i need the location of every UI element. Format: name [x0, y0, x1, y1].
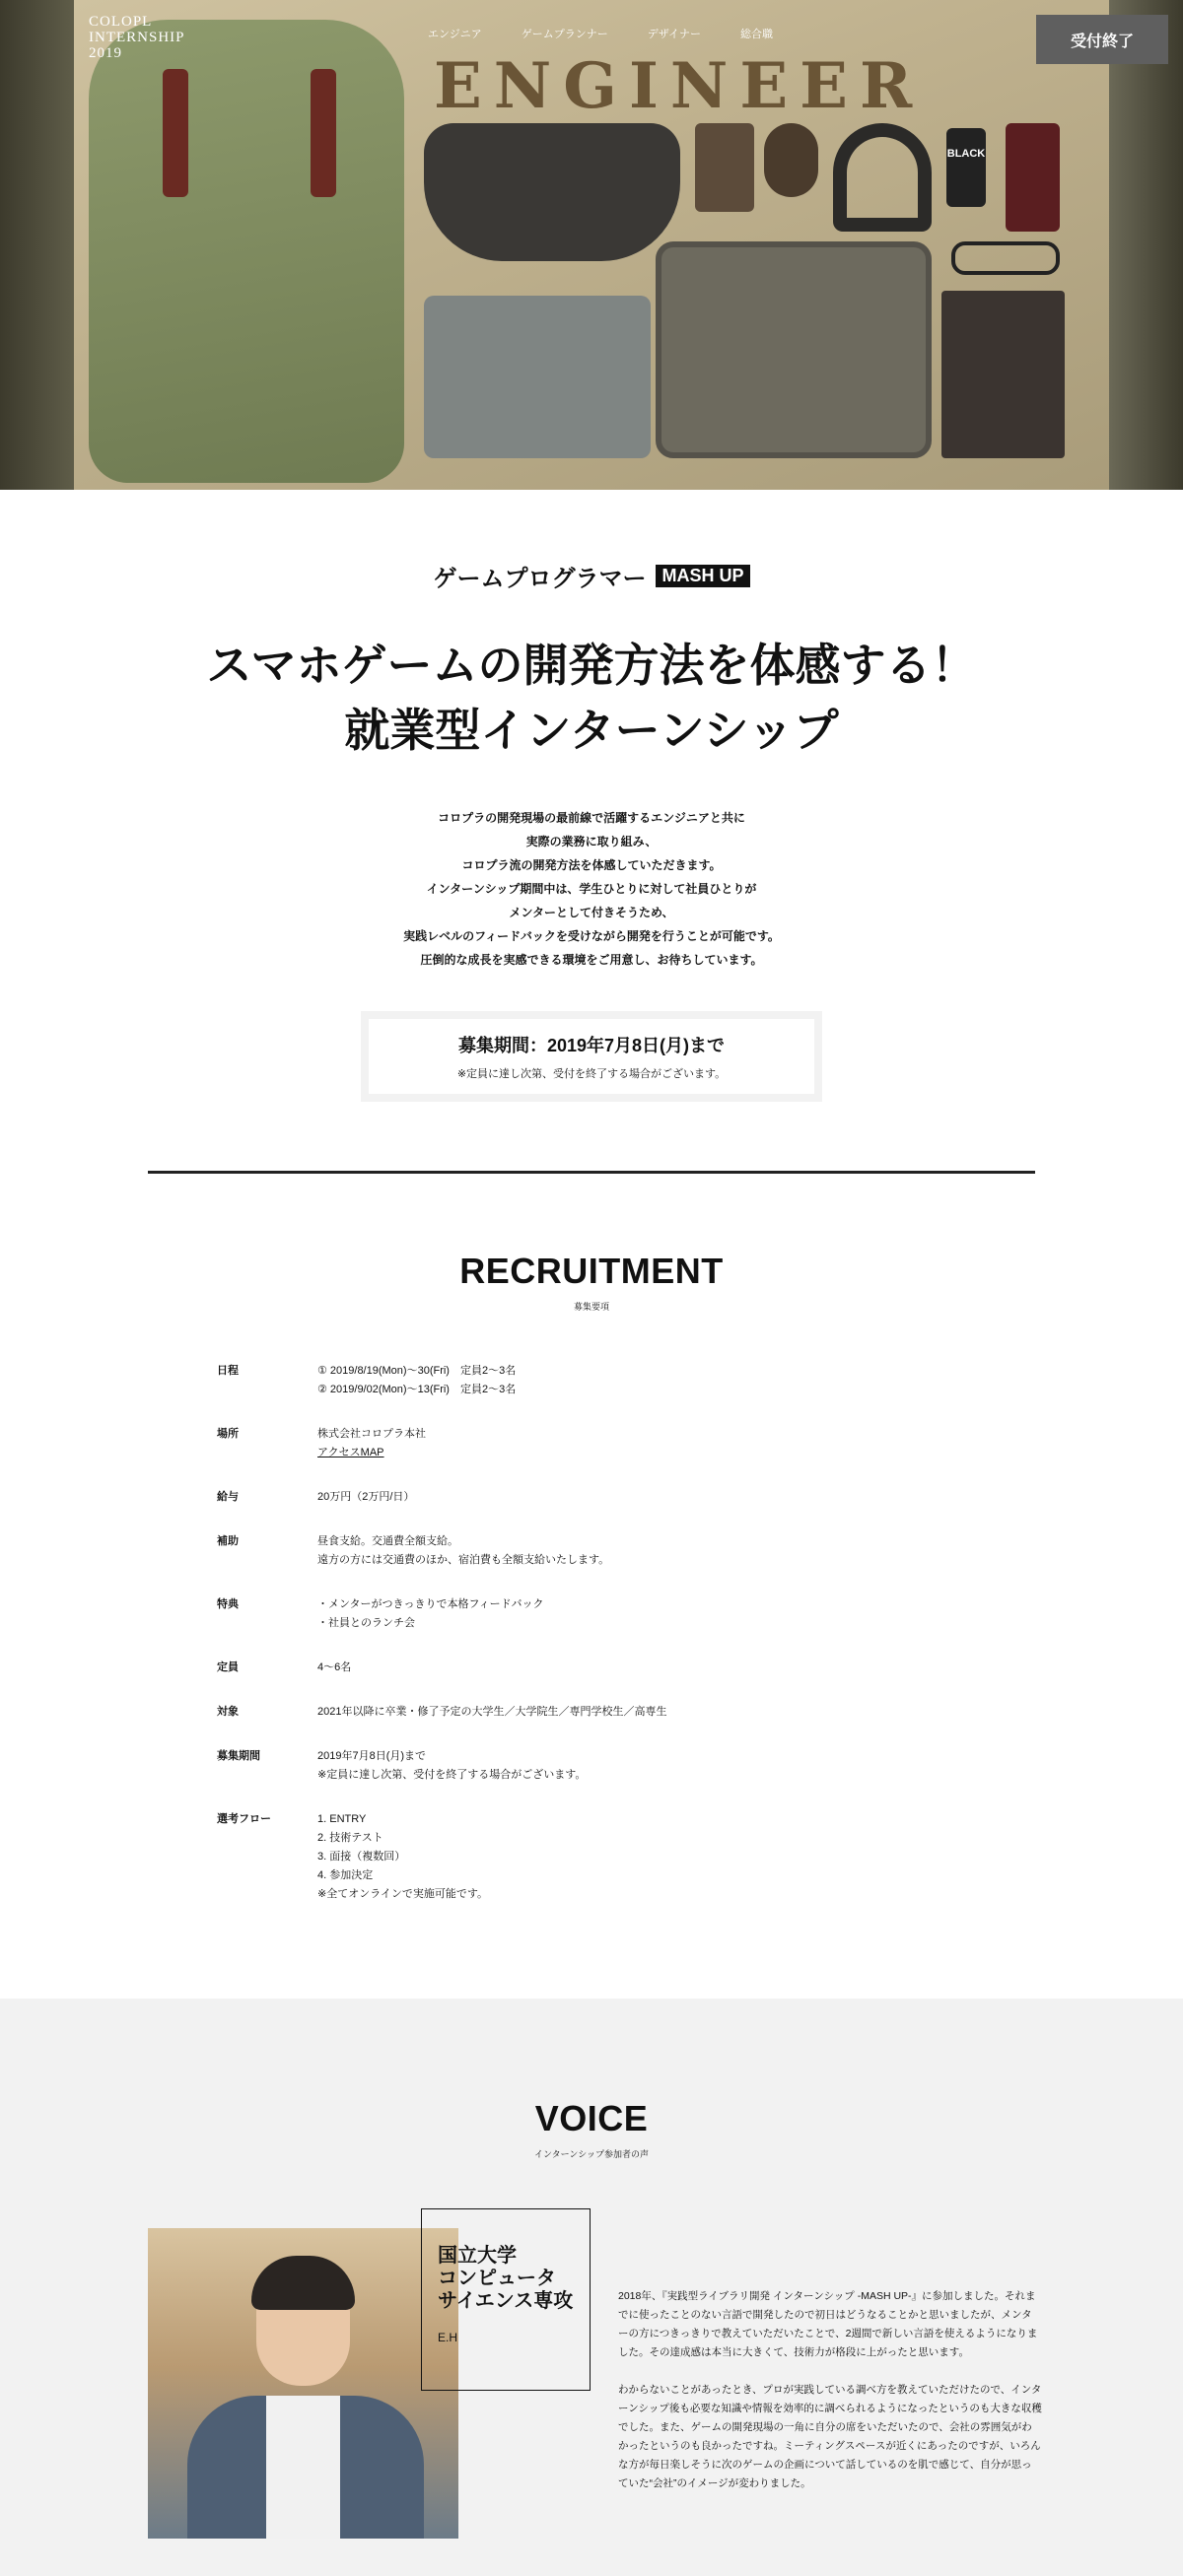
row-value [317, 1659, 351, 1677]
table-row [217, 1425, 966, 1462]
row-line: ① 2019/8/19(Mon)〜30(Fri) 定員2〜3名 [317, 1365, 517, 1377]
voice-title: VOICE [534, 2098, 649, 2138]
table-row [217, 1595, 966, 1633]
row-line: 2019年7月8日(月)まで [317, 1750, 427, 1762]
bag-strap-right [311, 69, 336, 197]
mouse-illustration [764, 123, 818, 197]
lead-line: 実際の業務に取り組み、 [525, 835, 658, 848]
row-line: ※全てオンラインで実施可能です。 [317, 1888, 489, 1900]
row-key: 給与 [217, 1491, 239, 1503]
nav-designer[interactable]: デザイナー [647, 29, 701, 40]
voice-section [0, 1999, 1183, 2576]
major-line: 国立大学 [438, 2245, 517, 2267]
testimonial-paragraph: わからないことがあったとき、プロが実践している調べ方を教えていただけたので、インターンシップ後も必要な知識や情報を効率的に調べられるようになったというのも大きな収穫でした。また、ゲームの開発現場の一角に自分の席をいただいたので、会社の雰囲気がわかったというのも良かったですね。ミーティングスペースが近くにあったのですが、いろんな方が毎日楽しそうに次のゲームの企画について話しているのを肌で感じて、自分が思っていた“会社”のイメージが変わりました。 [618, 2384, 1042, 2489]
page-title [0, 633, 1183, 763]
headline-line-1: スマホゲームの開発方法を体感する！ [206, 640, 977, 691]
row-line: 1. ENTRY [317, 1813, 367, 1825]
row-line: ・社員とのランチ会 [317, 1617, 415, 1629]
hero-side-right [1109, 0, 1183, 490]
mash-up-badge: MASH UP [656, 565, 749, 587]
participant-label [421, 2208, 591, 2391]
row-value [317, 1810, 488, 1904]
brand-logo[interactable] [89, 14, 185, 61]
row-key: 募集期間 [217, 1750, 260, 1762]
intro-section [0, 490, 1183, 1174]
nav-general[interactable]: 総合職 [739, 29, 773, 40]
participant-photo [148, 2228, 458, 2539]
table-row [217, 1747, 966, 1785]
row-value [317, 1747, 586, 1785]
row-key: 選考フロー [217, 1813, 271, 1825]
row-line: ② 2019/9/02(Mon)〜13(Fri) 定員2〜3名 [317, 1384, 517, 1395]
row-value [317, 1595, 543, 1633]
hero-title: ENGINEER [434, 49, 925, 123]
intro-lead [0, 806, 1183, 972]
row-key: 日程 [217, 1365, 239, 1377]
lead-line: 圧倒的な成長を実感できる環境をご用意し、お待ちしています。 [420, 953, 763, 967]
row-line: 昼食支給。交通費全額支給。 [317, 1535, 458, 1547]
headline-line-2: 就業型インターンシップ [344, 705, 839, 756]
major-line: コンピュータ [438, 2268, 556, 2289]
lead-line: 実践レベルのフィードバックを受けながら開発を行うことが可能です。 [403, 929, 780, 943]
row-value [317, 1703, 666, 1722]
table-row [217, 1810, 966, 1904]
participant-name: E.H [438, 2331, 458, 2344]
row-line: ※定員に達し次第、受付を終了する場合がございます。 [317, 1769, 587, 1781]
row-line: 4. 参加決定 [317, 1869, 374, 1881]
row-key: 特典 [217, 1598, 239, 1610]
main-nav [428, 26, 773, 41]
laptop-illustration [424, 296, 651, 458]
deadline-box [361, 1011, 822, 1102]
row-line: 3. 面接（複数回） [317, 1851, 406, 1863]
brand-line-1: COLOPL [89, 14, 153, 30]
backpack-illustration [89, 20, 404, 483]
recruitment-subtitle: 募集要項 [573, 1302, 609, 1312]
nav-game-planner[interactable]: ゲームプランナー [521, 29, 608, 40]
program-subtitle [0, 559, 1183, 593]
hero-side-left [0, 0, 74, 490]
deadline-note: ※定員に達し次第、受付を終了する場合がございます。 [456, 1068, 727, 1080]
table-row [217, 1488, 966, 1507]
photo-shirt [266, 2396, 340, 2539]
access-map-link[interactable]: アクセスMAP [317, 1447, 384, 1458]
brand-line-2: INTERNSHIP [89, 30, 185, 45]
recruitment-table [217, 1362, 966, 1999]
notebook-illustration [941, 291, 1065, 458]
deadline-title: 募集期間：2019年7月8日(月)まで [457, 1036, 726, 1055]
table-row [217, 1362, 966, 1399]
voice-card [148, 2208, 1183, 2576]
closed-button[interactable]: 受付終了 [1036, 15, 1168, 64]
row-line: 株式会社コロプラ本社 [317, 1428, 426, 1440]
table-row [217, 1532, 966, 1570]
chocolate-illustration [1006, 123, 1060, 232]
row-line: 2. 技術テスト [317, 1832, 383, 1844]
headphones-illustration [833, 123, 932, 232]
brand-line-3: 2019 [89, 45, 122, 61]
table-row [217, 1659, 966, 1677]
row-value [317, 1362, 516, 1399]
row-line: 遠方の方には交通費のほか、宿泊費も全額支給いたします。 [317, 1554, 610, 1566]
hero [0, 0, 1183, 490]
row-line: ・メンターがつきっきりで本格フィードバック [317, 1598, 544, 1610]
numpad-illustration [695, 123, 754, 212]
coffee-can-illustration: BLACK [946, 128, 986, 207]
row-key: 補助 [217, 1535, 239, 1547]
row-value [317, 1532, 609, 1570]
program-name: ゲームプログラマー [433, 566, 647, 592]
testimonial-paragraph: 2018年、『実践型ライブラリ開発 インターンシップ -MASH UP-』に参加しました。それまでに使ったことのない言語で開発したので初日はどうなることかと思いましたが、メンターの方につきっきりで教えていただいたことで、2週間で新しい言語を使えるようになりました。その達成感は本当に大きくて、技術力が格段に上がったと思います。 [618, 2290, 1038, 2358]
participant-major [438, 2245, 576, 2313]
lead-line: コロプラの開発現場の最前線で活躍するエンジニアと共に [438, 811, 745, 825]
keyboard-illustration [424, 123, 680, 261]
major-line: サイエンス専攻 [438, 2290, 574, 2312]
row-line: 2021年以降に卒業・修了予定の大学生／大学院生／専門学校生／高専生 [317, 1706, 667, 1718]
row-key: 対象 [217, 1706, 239, 1718]
nav-engineer[interactable]: エンジニア [428, 29, 482, 40]
bag-strap-left [163, 69, 188, 197]
row-line: 20万円（2万円/日） [317, 1491, 415, 1503]
lead-line: メンターとして付きそうため、 [509, 906, 674, 919]
laptop-case-illustration [656, 241, 932, 458]
recruitment-title: RECRUITMENT [459, 1251, 724, 1291]
row-key: 定員 [217, 1661, 239, 1673]
row-line: 4〜6名 [317, 1661, 352, 1673]
row-value [317, 1425, 426, 1462]
row-key: 場所 [217, 1428, 239, 1440]
voice-testimonial [618, 2287, 1042, 2493]
photo-hair [251, 2256, 355, 2310]
table-row [217, 1703, 966, 1722]
lead-line: インターンシップ期間中は、学生ひとりに対して社員ひとりが [426, 882, 757, 896]
voice-subtitle: インターンシップ参加者の声 [533, 2149, 650, 2159]
lead-line: コロプラ流の開発方法を体感していただきます。 [461, 858, 722, 872]
row-value [317, 1488, 414, 1507]
glasses-illustration [951, 241, 1060, 275]
recruitment-section [0, 1174, 1183, 1999]
